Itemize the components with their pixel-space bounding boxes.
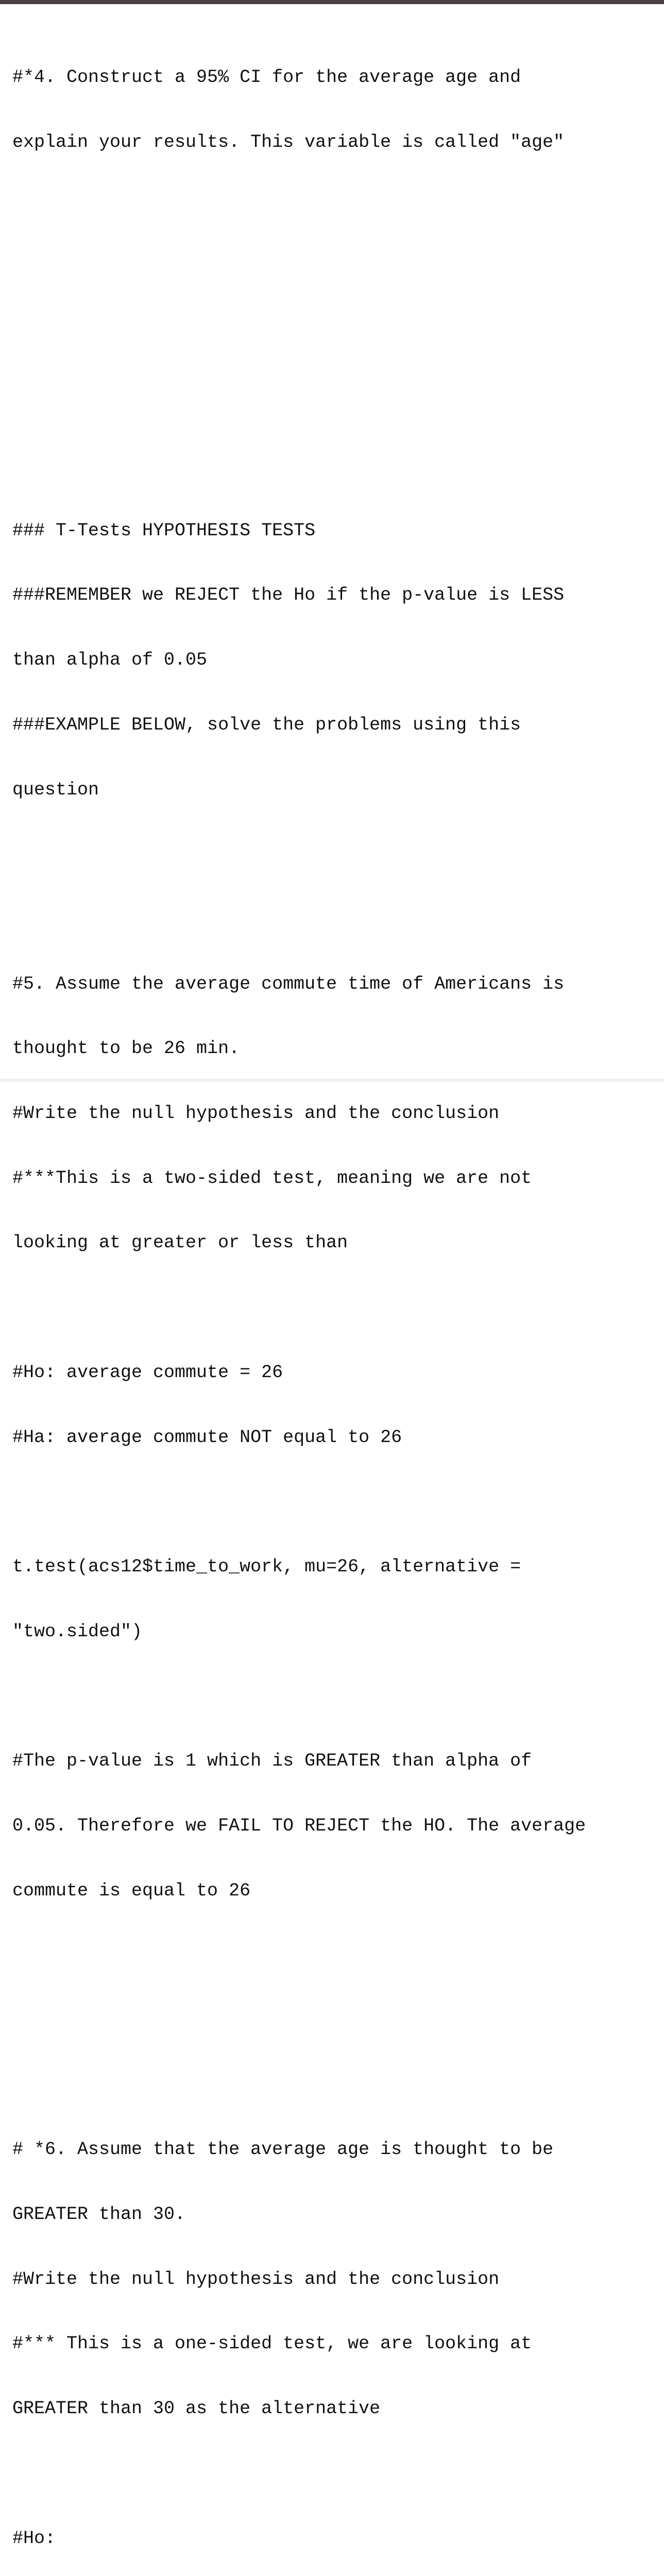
code-line	[12, 844, 656, 866]
code-line	[12, 1945, 656, 1967]
code-line	[12, 326, 656, 348]
code-line: #Write the null hypothesis and the conclusion	[12, 1103, 500, 1124]
code-line: than alpha of 0.05	[12, 650, 208, 671]
code-line	[12, 196, 656, 218]
code-line: "two.sided")	[12, 1621, 143, 1642]
code-line	[12, 455, 656, 477]
code-line: #Ha: average commute NOT equal to 26	[12, 1427, 402, 1448]
code-line	[12, 1297, 656, 1319]
code-line	[12, 2010, 656, 2031]
code-line: looking at greater or less than	[12, 1232, 348, 1253]
code-line	[12, 391, 656, 412]
code-line	[12, 2463, 656, 2485]
code-line	[12, 2075, 656, 2096]
code-line: thought to be 26 min.	[12, 1038, 240, 1059]
code-line: ###REMEMBER we REJECT the Ho if the p-value is LESS	[12, 585, 565, 606]
code-line: #Write the null hypothesis and the conclusion	[12, 2268, 500, 2290]
code-line: #Ho:	[12, 2528, 56, 2549]
code-line	[12, 261, 656, 283]
code-line: 0.05. Therefore we FAIL TO REJECT the HO. The average	[12, 1815, 586, 1836]
code-line: ### T-Tests HYPOTHESIS TESTS	[12, 520, 316, 541]
code-line: #***This is a two-sided test, meaning we are not	[12, 1167, 532, 1189]
code-line: # *6. Assume that the average age is thought to be	[12, 2139, 554, 2160]
code-line	[12, 1686, 656, 1707]
code-line: ###EXAMPLE BELOW, solve the problems using this	[12, 714, 521, 735]
code-line: #Ho: average commute = 26	[12, 1362, 283, 1383]
code-line: #5. Assume the average commute time of Americans is	[12, 973, 565, 994]
code-line: #*4. Construct a 95% CI for the average age and	[12, 66, 521, 88]
code-line: GREATER than 30.	[12, 2204, 186, 2225]
code-line: explain your results. This variable is called "age"	[12, 131, 565, 152]
code-line	[12, 1492, 656, 1513]
window-top-bar	[0, 0, 664, 4]
code-line: #The p-value is 1 which is GREATER than alpha of	[12, 1751, 532, 1772]
code-line: question	[12, 779, 99, 800]
code-line: #*** This is a one-sided test, we are looking at	[12, 2333, 532, 2354]
code-line: GREATER than 30 as the alternative	[12, 2398, 381, 2419]
code-line: commute is equal to 26	[12, 1880, 251, 1901]
code-line: t.test(acs12$time_to_work, mu=26, alternative =	[12, 1556, 521, 1577]
bottom-edge	[0, 1079, 664, 1082]
code-line	[12, 909, 656, 930]
code-editor-text[interactable]	[12, 24, 656, 2576]
